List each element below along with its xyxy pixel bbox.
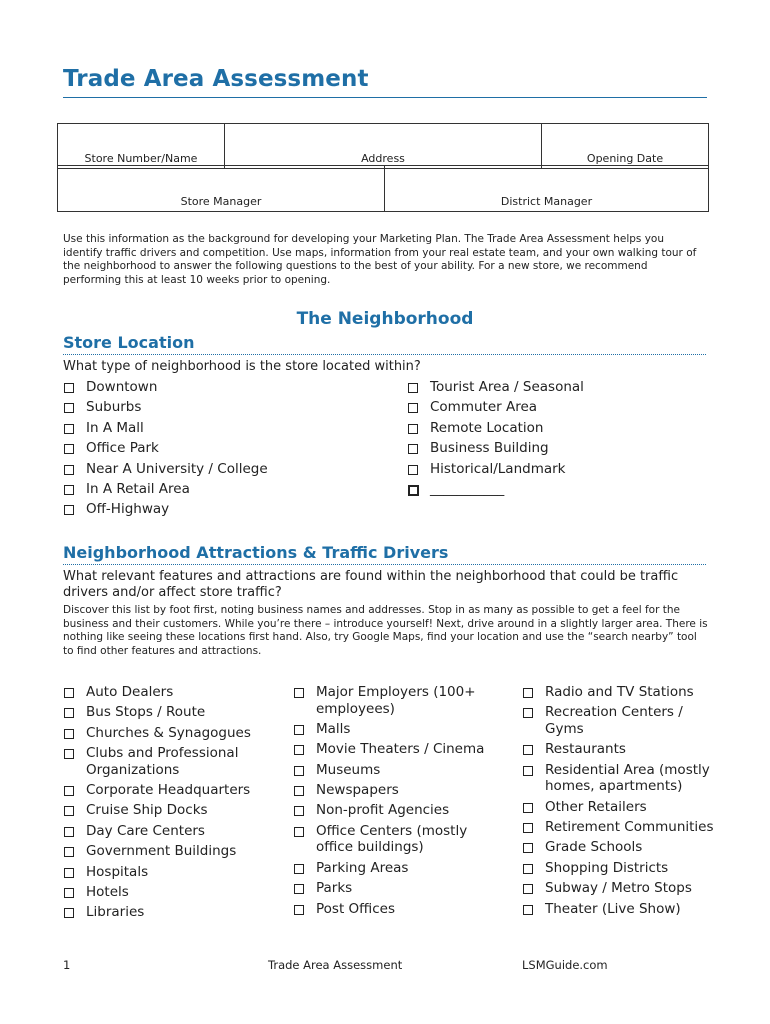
checkbox-icon[interactable]: [408, 485, 419, 496]
checklist-label: Day Care Centers: [86, 822, 205, 839]
location-options-right: [407, 379, 707, 501]
checklist-item: [522, 819, 717, 836]
checkbox-icon[interactable]: [408, 424, 418, 434]
checklist-item: [63, 884, 268, 901]
checklist-item: [63, 704, 268, 721]
checklist-item: [293, 762, 498, 779]
checkbox-icon[interactable]: [523, 905, 533, 915]
checklist-item: [522, 741, 717, 758]
attractions-column-1: [63, 684, 268, 925]
checklist-label: Corporate Headquarters: [86, 782, 251, 799]
checklist-label: Theater (Live Show): [545, 900, 681, 917]
checklist-item: [63, 843, 268, 860]
checklist-label: In A Mall: [86, 419, 144, 436]
checklist-label: Parking Areas: [316, 859, 409, 876]
checkbox-icon[interactable]: [523, 803, 533, 813]
store-location-heading: Store Location: [63, 333, 195, 352]
checklist-label: Near A University / College: [86, 460, 268, 477]
address-cell[interactable]: Address: [225, 124, 542, 169]
checklist-label: Museums: [316, 761, 381, 778]
store-number-cell[interactable]: Store Number/Name: [58, 124, 225, 169]
checklist-label: Tourist Area / Seasonal: [430, 379, 584, 395]
checkbox-icon[interactable]: [64, 729, 74, 739]
checklist-item: [293, 802, 498, 819]
checkbox-icon[interactable]: [64, 888, 74, 898]
checklist-item: [293, 823, 498, 856]
checklist-label: Shopping Districts: [545, 859, 669, 876]
checkbox-icon[interactable]: [523, 745, 533, 755]
checklist-item: [522, 762, 717, 795]
document-title: Trade Area Assessment: [63, 66, 369, 92]
checkbox-icon[interactable]: [408, 403, 418, 413]
checklist-label: Office Centers (mostly office buildings): [316, 822, 468, 856]
checkbox-icon[interactable]: [64, 908, 74, 918]
footer-title: Trade Area Assessment: [268, 958, 403, 972]
checklist-label: Recreation Centers / Gyms: [545, 704, 683, 737]
checklist-item: [63, 501, 383, 518]
checklist-label: Remote Location: [430, 419, 544, 436]
checklist-label: Bus Stops / Route: [86, 704, 206, 721]
checkbox-icon[interactable]: [64, 749, 74, 759]
checklist-item: [522, 704, 717, 737]
checklist-label: Business Building: [430, 440, 549, 457]
checklist-item: [407, 440, 707, 457]
checklist-label: Retirement Communities: [545, 818, 714, 835]
checkbox-icon[interactable]: [64, 465, 74, 475]
checkbox-icon[interactable]: [523, 864, 533, 874]
checklist-item: [63, 684, 268, 701]
checklist-label: Hotels: [86, 884, 129, 901]
checklist-item: [63, 802, 268, 819]
checklist-item: [293, 684, 498, 717]
checklist-item: [293, 721, 498, 738]
store-location-question: What type of neighborhood is the store located within?: [63, 359, 421, 374]
checklist-label: Subway / Metro Stops: [545, 880, 692, 897]
checklist-item: [293, 860, 498, 877]
checkbox-icon[interactable]: [64, 403, 74, 413]
checkbox-icon[interactable]: [64, 444, 74, 454]
checklist-item: [293, 901, 498, 918]
checklist-label: Suburbs: [86, 399, 142, 416]
title-rule: [63, 97, 707, 98]
checklist-item: [63, 745, 268, 778]
intro-paragraph: Use this information as the background for developing your Marketing Plan. The Trade Area Assessment helps you identify traffic drivers and competition. Use maps, information from your real estate team, and your own walking tour of the neighborhood to answer the following questions to the best of your ability. For a new store, we recommend performing this at least 10 weeks prior to opening.: [63, 233, 697, 286]
checklist-label: Other Retailers: [545, 798, 647, 815]
checkbox-icon[interactable]: [64, 485, 74, 495]
checkbox-icon[interactable]: [523, 766, 533, 776]
checkbox-icon[interactable]: [408, 465, 418, 475]
checkbox-icon[interactable]: [294, 766, 304, 776]
checklist-item: [522, 839, 717, 856]
attractions-note: Discover this list by foot first, noting business names and addresses. Stop in as many as possible to get a feel for the business and their customers. While you’re there – introduce yourself! Next, drive around in a slightly larger area. There is nothing like seeing these locations first hand. Also, try Google Maps, find your location and use the “search nearby” tool to find other features and attractions.: [63, 604, 708, 657]
location-options-left: [63, 379, 383, 522]
checklist-item: [63, 782, 268, 799]
attractions-question: What relevant features and attractions are found within the neighborhood that could be traffic drivers and/or affect store traffic?: [63, 569, 679, 600]
checkbox-icon[interactable]: [294, 905, 304, 915]
checkbox-icon[interactable]: [408, 383, 418, 393]
checkbox-icon[interactable]: [523, 708, 533, 718]
checklist-label: Parks: [316, 880, 353, 897]
opening-date-cell[interactable]: Opening Date: [542, 124, 709, 169]
checkbox-icon[interactable]: [523, 843, 533, 853]
checklist-label: Grade Schools: [545, 839, 643, 856]
attractions-column-3: [522, 684, 717, 921]
manager-info-table: [57, 165, 709, 212]
checkbox-icon[interactable]: [294, 688, 304, 698]
checklist-item: [407, 379, 707, 396]
checkbox-icon[interactable]: [523, 884, 533, 894]
checkbox-icon[interactable]: [408, 444, 418, 454]
checklist-item: [407, 399, 707, 416]
checklist-label: Cruise Ship Docks: [86, 802, 208, 819]
checklist-label: Hospitals: [86, 863, 149, 880]
checkbox-icon[interactable]: [294, 884, 304, 894]
checklist-item: [63, 399, 383, 416]
checklist-label: Radio and TV Stations: [545, 684, 694, 700]
checklist-item: [522, 880, 717, 897]
checklist-label: Residential Area (mostly homes, apartments): [545, 761, 710, 795]
checklist-item: [63, 420, 383, 437]
checklist-label: Downtown: [86, 379, 158, 395]
attractions-heading: Neighborhood Attractions & Traffic Drivers: [63, 543, 449, 562]
checkbox-icon[interactable]: [64, 424, 74, 434]
checkbox-icon[interactable]: [523, 823, 533, 833]
store-info-table: [57, 123, 709, 169]
checklist-label: Non-profit Agencies: [316, 802, 450, 819]
checklist-label: Post Offices: [316, 900, 395, 917]
checklist-item: [407, 461, 707, 478]
dotted-divider: [63, 564, 706, 565]
checkbox-icon[interactable]: [64, 806, 74, 816]
checklist-item: [293, 782, 498, 799]
checklist-item: [407, 481, 707, 498]
checklist-label: Newspapers: [316, 782, 399, 799]
checklist-label: Movie Theaters / Cinema: [316, 741, 485, 758]
checkbox-icon[interactable]: [294, 864, 304, 874]
checklist-item: [63, 823, 268, 840]
checklist-label: Commuter Area: [430, 399, 538, 416]
checklist-item: [293, 741, 498, 758]
checklist-item: [63, 725, 268, 742]
checkbox-icon[interactable]: [64, 786, 74, 796]
checklist-item: [293, 880, 498, 897]
checkbox-icon[interactable]: [523, 688, 533, 698]
checklist-label: Restaurants: [545, 741, 626, 758]
checklist-item: [63, 440, 383, 457]
checklist-item: [63, 481, 383, 498]
checkbox-icon[interactable]: [64, 505, 74, 515]
checkbox-icon[interactable]: [294, 745, 304, 755]
checklist-item: [407, 420, 707, 437]
checklist-item: [522, 799, 717, 816]
checklist-label: Government Buildings: [86, 843, 237, 860]
checklist-label: Churches & Synagogues: [86, 724, 251, 741]
checkbox-icon[interactable]: [294, 806, 304, 816]
store-manager-cell[interactable]: Store Manager: [58, 166, 385, 212]
checkbox-icon[interactable]: [64, 708, 74, 718]
checklist-item: [63, 461, 383, 478]
checkbox-icon[interactable]: [64, 688, 74, 698]
checklist-label: Office Park: [86, 440, 159, 457]
checklist-item: [522, 684, 717, 701]
checklist-item: [522, 860, 717, 877]
table-row: [58, 124, 709, 169]
checklist-item: [522, 901, 717, 918]
checklist-label: Major Employers (100+ employees): [316, 684, 476, 717]
checkbox-icon[interactable]: [294, 827, 304, 837]
checklist-label: Libraries: [86, 904, 145, 921]
checkbox-icon[interactable]: [64, 847, 74, 857]
checkbox-icon[interactable]: [64, 383, 74, 393]
checkbox-icon[interactable]: [64, 827, 74, 837]
section-title: The Neighborhood: [296, 309, 474, 329]
checklist-label: Historical/Landmark: [430, 460, 566, 477]
checklist-label: In A Retail Area: [86, 480, 190, 497]
table-row: [58, 166, 709, 212]
checklist-item: [63, 379, 383, 396]
checkbox-icon[interactable]: [294, 786, 304, 796]
dotted-divider: [63, 354, 706, 355]
checklist-label: Auto Dealers: [86, 684, 174, 700]
checkbox-icon[interactable]: [64, 868, 74, 878]
footer-site: LSMGuide.com: [522, 958, 608, 972]
checklist-label: Clubs and Professional Organizations: [86, 745, 239, 778]
checklist-label: ___________: [430, 480, 505, 497]
district-manager-cell[interactable]: District Manager: [385, 166, 709, 212]
checklist-label: Off-Highway: [86, 501, 170, 518]
checklist-item: [63, 864, 268, 881]
page-number: 1: [63, 958, 71, 972]
checklist-item: [63, 904, 268, 921]
attractions-column-2: [293, 684, 498, 921]
checkbox-icon[interactable]: [294, 725, 304, 735]
checklist-label: Malls: [316, 720, 351, 737]
